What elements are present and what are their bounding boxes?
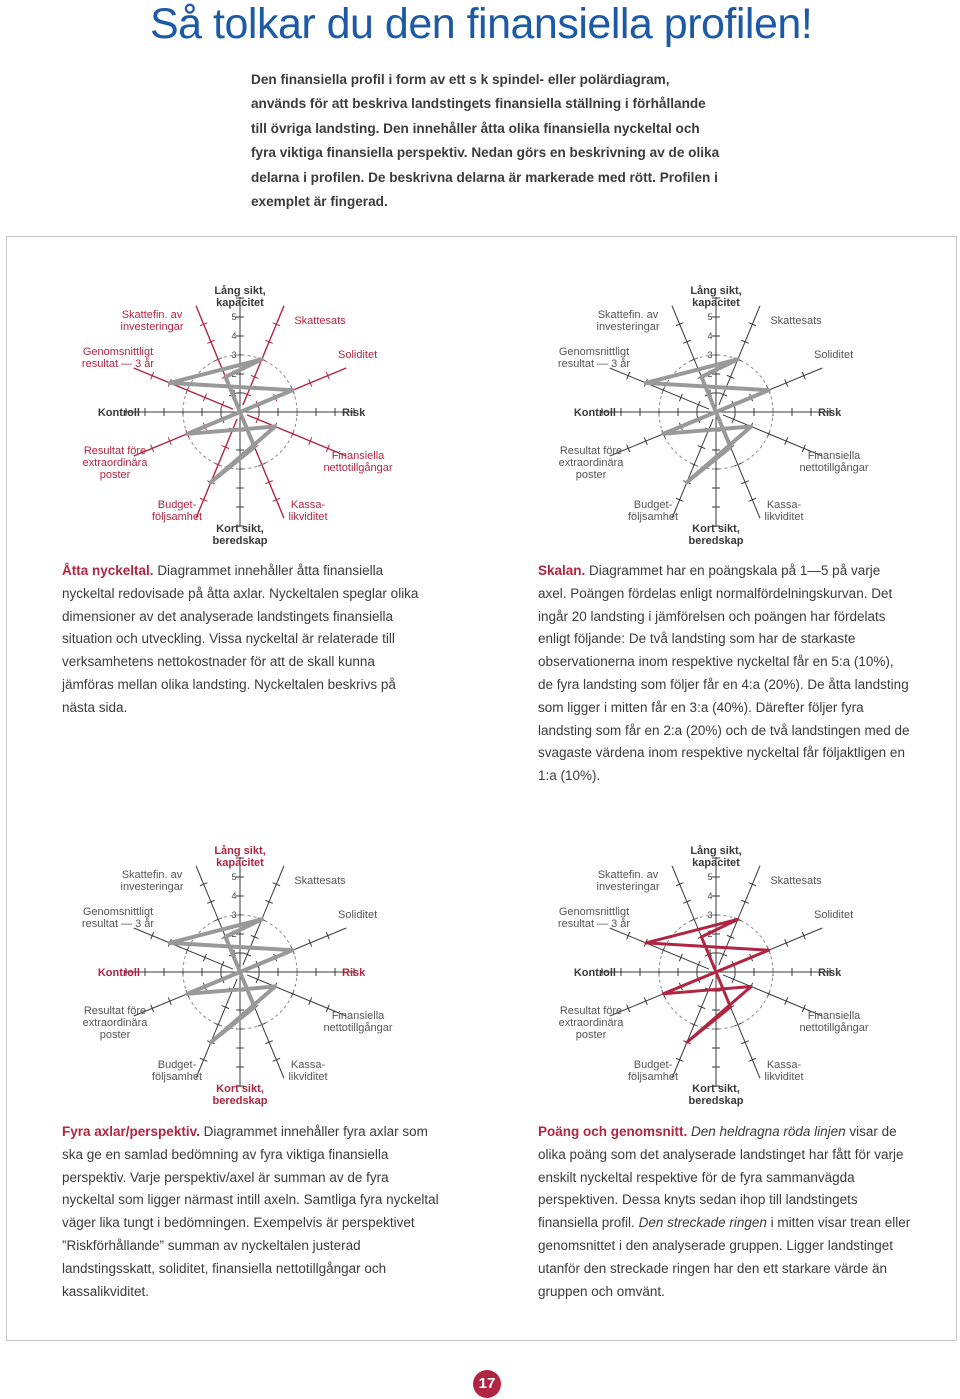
perspective-south-label: Kort sikt, <box>216 1083 264 1095</box>
perspective-south-label: beredskap <box>212 1095 268 1107</box>
perspective-east-label: Risk <box>342 967 366 979</box>
perspective-north-label: kapacitet <box>216 297 264 309</box>
nyckeltal-resultat-label: Resultat före <box>83 1005 147 1017</box>
perspective-west-label: Kontroll <box>97 967 140 979</box>
spider-diagram-nyckeltal <box>82 285 393 547</box>
nyckeltal-kassa-label: Kassa- <box>290 499 326 511</box>
scale-number: 4 <box>231 891 237 901</box>
nyckeltal-budget-label: följsamhet <box>627 1071 679 1083</box>
perspective-north-label: Lång sikt, <box>690 845 742 857</box>
perspective-north-label: Lång sikt, <box>690 285 742 297</box>
nyckeltal-kassa-label: Kassa- <box>766 1059 802 1071</box>
nyckeltal-skattefin-label: investeringar <box>596 321 660 333</box>
nyckeltal-resultat-label: extraordinära <box>82 457 148 469</box>
section-perspektiv-heading: Fyra axlar/perspektiv. <box>62 1124 200 1139</box>
section-skala-heading: Skalan. <box>538 563 586 578</box>
scale-number: 4 <box>707 331 713 341</box>
nyckeltal-soliditet-label: Soliditet <box>338 909 378 921</box>
nyckeltal-resultat-label: Resultat före <box>83 445 147 457</box>
nyckeltal-kassa-label: Kassa- <box>290 1059 326 1071</box>
nyckeltal-skattesats-label: Skattesats <box>770 315 822 327</box>
nyckeltal-soliditet-label: Soliditet <box>338 349 378 361</box>
intro-text: Den finansiella profil i form av ett s k spindel- eller polärdiagram, används för att beskriva landstingets finansiella ställning i förhållande till övriga landsting. Den innehåller åtta olika finansiella nyckeltal och fyra viktiga finansiella perspektiv. Nedan görs en beskrivning av de olika delarna i profilen. De beskrivna delarna är markerade med rött. Profilen i exemplet är fingerad. <box>251 72 720 210</box>
nyckeltal-finansiella-label: Finansiella <box>807 1010 861 1022</box>
nyckeltal-kassa-label: Kassa- <box>766 499 802 511</box>
nyckeltal-budget-label: följsamhet <box>627 511 679 523</box>
nyckeltal-resultat-label: poster <box>99 1029 131 1041</box>
scale-number: 3 <box>707 910 713 920</box>
nyckeltal-finansiella-label: Finansiella <box>331 450 385 462</box>
perspective-west-label: Kontroll <box>97 407 140 419</box>
section-skala-body: Diagrammet har en poängskala på 1—5 på varje axel. Poängen fördelas enligt normalfördelningskurvan. Det ingår 20 landsting i jämförelsen och poängen har fördelats enligt följande: De två landsting som har de starkaste observationerna inom respektive nyckeltal får en 5:a (10%), de fyra landsting som följer får en 4:a (20%). De åtta landsting som ligger i mitten får en 3:a (40%). Därefter följer fyra landsting som får en 2:a (20%) och de två landstingen med de svagaste värdena inom respektive nyckeltal får följaktligen en 1:a (10%). <box>538 563 910 784</box>
nyckeltal-genomsnitt-label: Genomsnittligt <box>82 906 154 918</box>
section-profil-red-line: Den heldragna röda linjen <box>691 1124 846 1139</box>
section-perspektiv <box>62 1121 442 1303</box>
nyckeltal-resultat-label: extraordinära <box>558 1017 624 1029</box>
spider-diagram-profil <box>558 845 869 1107</box>
page-number-badge: 17 <box>473 1370 501 1398</box>
nyckeltal-finansiella-label: Finansiella <box>331 1010 385 1022</box>
nyckeltal-budget-label: Budget- <box>157 499 197 511</box>
scale-number: 2 <box>707 929 713 939</box>
nyckeltal-kassa-label: likviditet <box>288 511 328 523</box>
nyckeltal-budget-label: följsamhet <box>151 511 203 523</box>
nyckeltal-skattefin-label: Skattefin. av <box>597 869 659 881</box>
scale-number: 5 <box>231 872 237 882</box>
nyckeltal-genomsnitt-label: Genomsnittligt <box>558 906 630 918</box>
nyckeltal-genomsnitt-label: resultat — 3 år <box>81 358 155 370</box>
perspective-west-label: Kontroll <box>573 407 616 419</box>
perspective-south-label: Kort sikt, <box>216 523 264 535</box>
perspective-south-label: Kort sikt, <box>692 1083 740 1095</box>
nyckeltal-skattefin-label: Skattefin. av <box>121 309 183 321</box>
nyckeltal-resultat-label: poster <box>575 1029 607 1041</box>
section-profil-heading: Poäng och genomsnitt. <box>538 1124 688 1139</box>
perspective-west-label: Kontroll <box>573 967 616 979</box>
scale-number: 2 <box>707 369 713 379</box>
section-profil <box>538 1121 914 1303</box>
scale-number: 1 <box>707 948 713 958</box>
nyckeltal-soliditet-label: Soliditet <box>814 349 854 361</box>
scale-number: 2 <box>231 929 237 939</box>
scale-number: 5 <box>707 872 713 882</box>
nyckeltal-resultat-label: poster <box>99 469 131 481</box>
scale-number: 5 <box>231 312 237 322</box>
section-profil-body-a: visar de olika poäng som det analyserade landstinget har fått för varje enskilt nyckeltal respektive för de fyra sammanvägda perspektiven. Dessa knyts sedan ihop till landstingets finansiella profil. <box>538 1124 904 1231</box>
scale-number: 3 <box>231 350 237 360</box>
section-perspektiv-body: Diagrammet innehåller fyra axlar som ska ge en samlad bedömning av fyra viktiga finansiella perspektiv. Varje perspektiv/axel är summan av de fyra nyckeltal som ligger närmast intill axeln. Samtliga fyra nyckeltal väger lika tungt i bedömningen. Exempelvis är perspektivet ”Riskförhållande” summan av nyckeltalen justerad landstingsskatt, soliditet, finansiella nettotillgångar och kassalikviditet. <box>62 1124 439 1299</box>
nyckeltal-soliditet-label: Soliditet <box>814 909 854 921</box>
nyckeltal-resultat-label: Resultat före <box>559 445 623 457</box>
nyckeltal-skattesats-label: Skattesats <box>294 875 346 887</box>
section-profil-dashed-ring: Den streckade ringen <box>638 1215 767 1231</box>
nyckeltal-skattefin-label: investeringar <box>596 881 660 893</box>
nyckeltal-kassa-label: likviditet <box>764 1071 804 1083</box>
scale-number: 3 <box>707 350 713 360</box>
nyckeltal-finansiella-label: Finansiella <box>807 450 861 462</box>
perspective-south-label: beredskap <box>212 535 268 547</box>
perspective-east-label: Risk <box>342 407 366 419</box>
nyckeltal-budget-label: Budget- <box>157 1059 197 1071</box>
perspective-east-label: Risk <box>818 407 842 419</box>
nyckeltal-finansiella-label: nettotillgångar <box>323 1022 393 1034</box>
nyckeltal-finansiella-label: nettotillgångar <box>799 1022 869 1034</box>
perspective-south-label: beredskap <box>688 1095 744 1107</box>
nyckeltal-kassa-label: likviditet <box>764 511 804 523</box>
nyckeltal-resultat-label: poster <box>575 469 607 481</box>
perspective-north-label: kapacitet <box>692 297 740 309</box>
nyckeltal-genomsnitt-label: Genomsnittligt <box>558 346 630 358</box>
nyckeltal-resultat-label: extraordinära <box>82 1017 148 1029</box>
perspective-north-label: kapacitet <box>216 857 264 869</box>
section-nyckeltal-body: Diagrammet innehåller åtta finansiella nyckeltal redovisade på åtta axlar. Nyckeltalen speglar olika dimensioner av det analyserade landstingets finansiella situation och utveckling. Vissa nyckeltal är relaterade till verksamhetens nettokostnader för att de skall kunna jämföras mellan olika landsting. Nyckeltalen beskrivs på nästa sida. <box>62 563 419 715</box>
nyckeltal-resultat-label: Resultat före <box>559 1005 623 1017</box>
section-nyckeltal-heading: Åtta nyckeltal. <box>62 563 154 578</box>
perspective-south-label: beredskap <box>688 535 744 547</box>
spider-diagram-perspektiv <box>82 845 393 1107</box>
scale-number: 4 <box>231 331 237 341</box>
nyckeltal-resultat-label: extraordinära <box>558 457 624 469</box>
section-skala <box>538 560 910 788</box>
scale-number: 1 <box>707 388 713 398</box>
nyckeltal-finansiella-label: nettotillgångar <box>799 462 869 474</box>
nyckeltal-skattesats-label: Skattesats <box>770 875 822 887</box>
scale-number: 4 <box>707 891 713 901</box>
nyckeltal-genomsnitt-label: resultat — 3 år <box>81 918 155 930</box>
page-title: Så tolkar du den finansiella profilen! <box>150 0 813 48</box>
perspective-north-label: Lång sikt, <box>214 845 266 857</box>
perspective-north-label: Lång sikt, <box>214 285 266 297</box>
nyckeltal-budget-label: följsamhet <box>151 1071 203 1083</box>
nyckeltal-kassa-label: likviditet <box>288 1071 328 1083</box>
perspective-north-label: kapacitet <box>692 857 740 869</box>
nyckeltal-skattefin-label: Skattefin. av <box>597 309 659 321</box>
section-nyckeltal <box>62 560 430 720</box>
nyckeltal-skattesats-label: Skattesats <box>294 315 346 327</box>
scale-number: 2 <box>231 369 237 379</box>
section-profil-body-b: i mitten visar trean eller genomsnittet i den analyserade gruppen. Ligger landstinget utanför den streckade ringen har den ett starkare värde än gruppen och omvänt. <box>538 1215 911 1299</box>
perspective-south-label: Kort sikt, <box>692 523 740 535</box>
scale-number: 1 <box>231 948 237 958</box>
nyckeltal-genomsnitt-label: resultat — 3 år <box>557 918 631 930</box>
nyckeltal-finansiella-label: nettotillgångar <box>323 462 393 474</box>
nyckeltal-genomsnitt-label: resultat — 3 år <box>557 358 631 370</box>
nyckeltal-skattefin-label: investeringar <box>120 881 184 893</box>
scale-number: 3 <box>231 910 237 920</box>
nyckeltal-budget-label: Budget- <box>633 499 673 511</box>
nyckeltal-skattefin-label: Skattefin. av <box>121 869 183 881</box>
perspective-east-label: Risk <box>818 967 842 979</box>
nyckeltal-budget-label: Budget- <box>633 1059 673 1071</box>
spider-diagram-skala <box>558 285 869 547</box>
scale-number: 1 <box>231 388 237 398</box>
scale-number: 5 <box>707 312 713 322</box>
nyckeltal-skattefin-label: investeringar <box>120 321 184 333</box>
nyckeltal-genomsnitt-label: Genomsnittligt <box>82 346 154 358</box>
